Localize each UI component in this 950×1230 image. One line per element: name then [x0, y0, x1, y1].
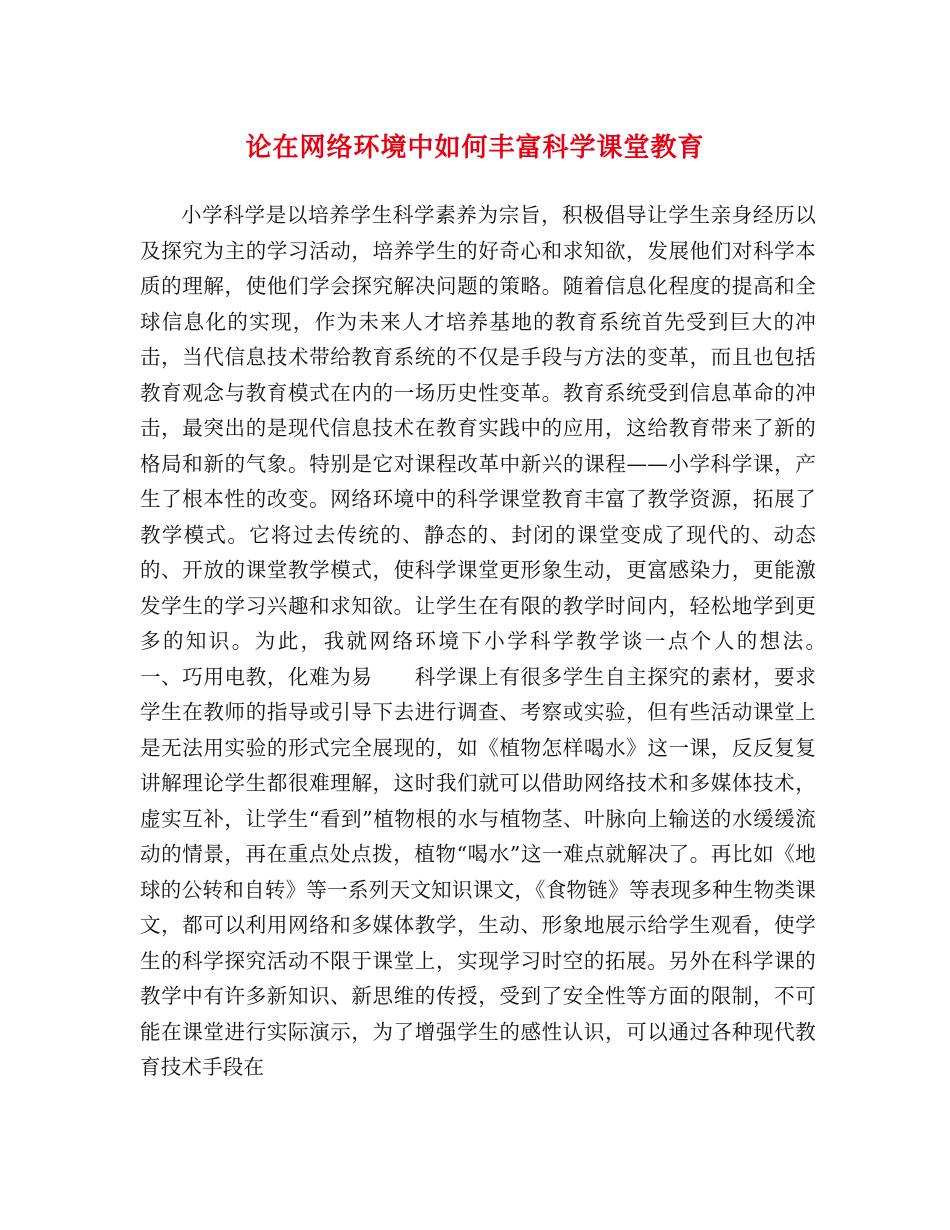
document-title: 论在网络环境中如何丰富科学课堂教育 — [245, 133, 705, 163]
body-paragraph: 小学科学是以培养学生科学素养为宗旨，积极倡导让学生亲身经历以及探究为主的学习活动，培养学生的好奇心和求知欲，发展他们对科学本质的理解，使他们学会探究解决问题的策略。随着信息化程度的提高和全球信息化的实现，作为未来人才培养基地的教育系统首先受到巨大的冲击，当代信息技术带给教育系统的不仅是手段与方法的变革，而且也包括教育观念与教育模式在内的一场历史性变革。教育系统受到信息革命的冲击，最突出的是现代信息技术在教育实践中的应用，这给教育带来了新的格局和新的气象。特别是它对课程改革中新兴的课程——小学科学课，产生了根本性的改变。网络环境中的科学课堂教育丰富了教学资源，拓展了教学模式。它将过去传统的、静态的、封闭的课堂变成了现代的、动态的、开放的课堂教学模式，使科学课堂更形象生动，更富感染力，更能激发学生的学习兴趣和求知欲。让学生在有限的教学时间内，轻松地学到更多的知识。为此，我就网络环境下小学科学教学谈一点个人的想法。 一、巧用电教，化难为易 科学课上有很多学生自主探究的素材，要求学生在教师的指导或引导下去进行调查、考察或实验，但有些活动课堂上是无法用实验的形式完全展现的，如《植物怎样喝水》这一课，反反复复讲解理论学生都很难理解，这时我们就可以借助网络技术和多媒体技术，虚实互补，让学生“看到”植物根的水与植物茎、叶脉向上输送的水缓缓流动的情景，再在重点处点拨，植物“喝水”这一难点就解决了。再比如《地球的公转和自转》等一系列天文知识课文，《食物链》等表现多种生物类课文，都可以利用网络和多媒体教学，生动、形象地展示给学生观看，使学生的科学探究活动不限于课堂上，实现学习时空的拓展。另外在科学课的教学中有许多新知识、新思维的传授，受到了安全性等方面的限制，不可能在课堂进行实际演示，为了增强学生的感性认识，可以通过各种现代教育技术手段在 — [140, 203, 858, 1079]
